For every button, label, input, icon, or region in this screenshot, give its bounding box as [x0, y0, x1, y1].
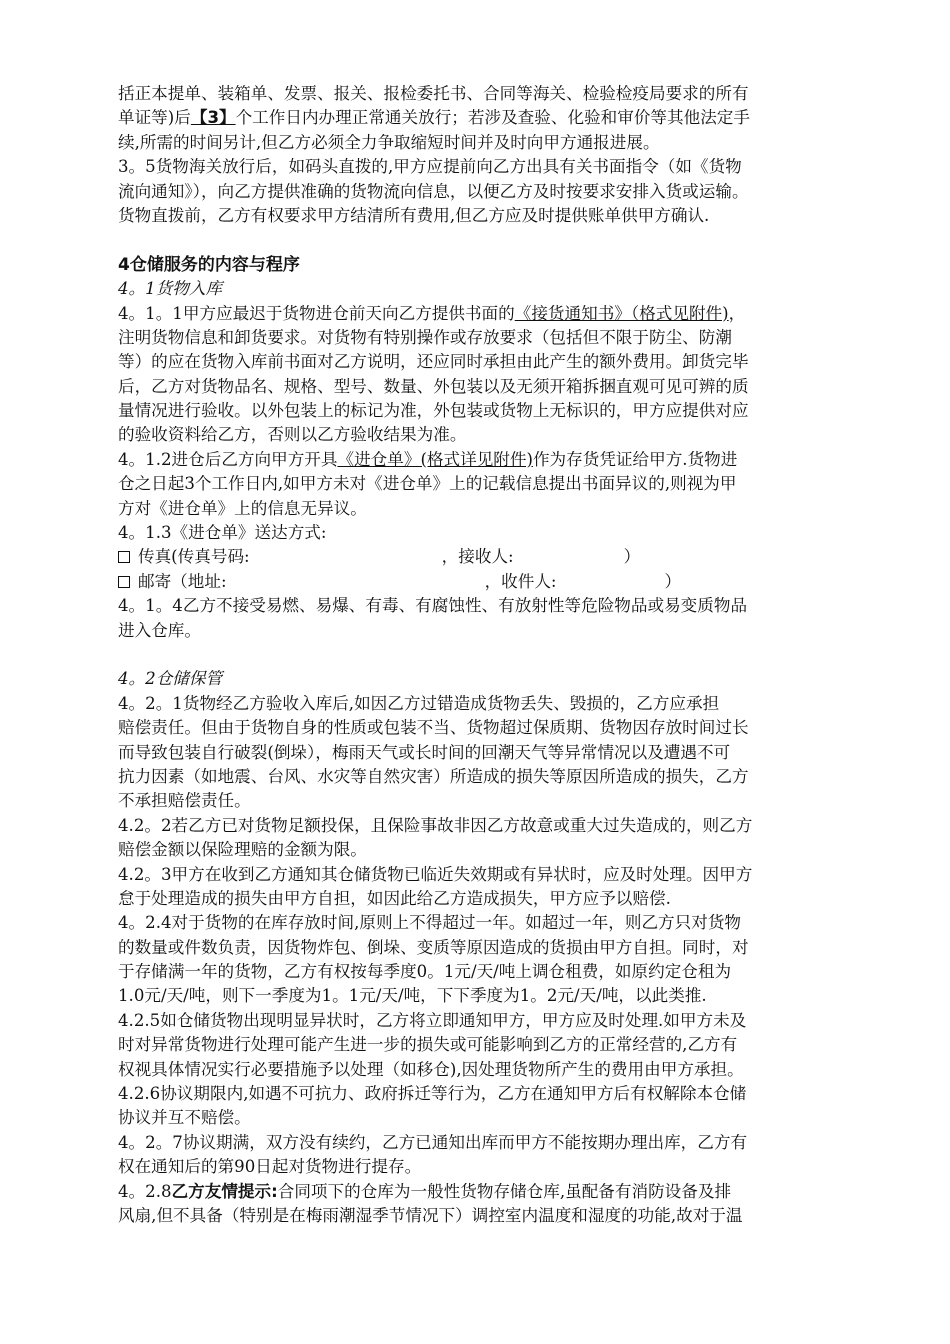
text-line: 风扇,但不具备（特别是在梅雨潮湿季节情况下）调控室内温度和湿度的功能,故对于温: [118, 1205, 743, 1225]
text-line: 括正本提单、装箱单、发票、报关、报检委托书、合同等海关、检验检疫局要求的所有: [118, 84, 749, 103]
text-line: 而导致包装自行破裂(倒垛），梅雨天气或长时间的回潮天气等异常情况以及遭遇不可: [118, 742, 731, 762]
text-line: 仓之日起3个工作日内,如甲方未对《进仓单》上的记载信息提出书面异议的,则视为甲: [118, 474, 737, 494]
text-line: 4.2.5如仓储货物出现明显异状时，乙方将立即通知甲方，甲方应及时处理.如甲方未及: [118, 1010, 747, 1030]
text-line: 权视具体情况实行必要措施予以处理（如移仓),因处理货物所产生的费用由甲方承担。: [118, 1059, 744, 1079]
text-span: ）: [623, 547, 641, 567]
text-line: 的验收资料给乙方，否则以乙方验收结果为准。: [118, 425, 467, 445]
text-line: [118, 448, 860, 472]
text-line: 等）的应在货物入库前书面对乙方说明，还应同时承担由此产生的额外费用。卸货完毕: [118, 352, 749, 372]
fax-checkbox[interactable]: [118, 551, 130, 563]
text-line: 4。1。4乙方不接受易燃、易爆、有毒、有腐蚀性、有放射性等危险物品或易变质物品: [118, 596, 748, 616]
text-line: 货物直拨前，乙方有权要求甲方结清所有费用,但乙方应及时提供账单供甲方确认.: [118, 205, 710, 225]
text-line: 进入仓库。: [118, 620, 201, 640]
text-line: 续,所需的时间另计,但乙方必须全力争取缩短时间并及时向甲方通报进展。: [118, 132, 660, 152]
text-line: 后，乙方对货物品名、规格、型号、数量、外包装以及无须开箱拆捆直观可见可辨的质: [118, 376, 749, 396]
text-line: 4。2。1货物经乙方验收入库后,如因乙方过错造成货物丢失、毁损的，乙方应承担: [118, 693, 720, 713]
section-heading: 4仓储服务的内容与程序: [118, 254, 300, 275]
text-line: 协议并互不赔偿。: [118, 1108, 251, 1128]
text-line: [118, 302, 860, 326]
spacer: [118, 228, 860, 252]
fax-option: [118, 545, 860, 569]
text-line: 赔偿责任。但由于货物自身的性质或包装不当、货物超过保质期、货物因存放时间过长: [118, 718, 749, 738]
text-line: 4。2。7协议期满，双方没有续约，乙方已通知出库而甲方不能按期办理出库，乙方有: [118, 1132, 748, 1152]
mail-option: [118, 570, 860, 594]
text-line: 量情况进行验收。以外包装上的标记为准，外包装或货物上无标识的，甲方应提供对应: [118, 401, 749, 421]
text-span: 合同项下的仓库为一般性货物存储仓库,虽配备有消防设备及排: [277, 1181, 732, 1201]
text-span: 4。1.2进仓后乙方向甲方开具: [118, 449, 338, 469]
document-page: [118, 82, 860, 1228]
text-line: 时对异常货物进行处理可能产生进一步的损失或可能影响到乙方的正常经营的,乙方有: [118, 1035, 738, 1055]
text-line: 4。1.3《进仓单》送达方式:: [118, 523, 327, 543]
text-span: ，接收人:: [441, 547, 514, 567]
text-span: 4。2.8: [118, 1181, 172, 1201]
text-line: 抗力因素（如地震、台风、水灾等自然灾害）所造成的损失等原因所造成的损失，乙方: [118, 766, 749, 786]
text-line: 于存储满一年的货物，乙方有权按每季度0。1元/天/吨上调仓租费，如原约定仓租为: [118, 962, 732, 982]
spacer: [118, 643, 860, 667]
text-span: 单证等)后: [118, 108, 191, 128]
text-line: 不承担赔偿责任。: [118, 791, 251, 811]
text-span: ，: [728, 303, 746, 323]
text-line: 4。2.4对于货物的在库存放时间,原则上不得超过一年。如超过一年，则乙方只对货物: [118, 913, 742, 933]
text-span: 4。1。1甲方应最迟于货物进仓前天向乙方提供书面的: [118, 303, 515, 323]
text-line: [118, 1180, 860, 1204]
subsection-heading: 4。1货物入库: [118, 279, 223, 299]
text-span: 个工作日内办理正常通关放行；若涉及查验、化验和审价等其他法定手: [235, 108, 750, 128]
text-span: 作为存货凭证给甲方.货物进: [532, 449, 738, 469]
text-line: 怠于处理造成的损失由甲方自担，如因此给乙方造成损失，甲方应予以赔偿.: [118, 888, 671, 908]
text-line: 4.2。3甲方在收到乙方通知其仓储货物已临近失效期或有异状时，应及时处理。因甲方: [118, 864, 753, 884]
text-span: ，收件人:: [484, 571, 557, 591]
text-span: 传真(传真号码:: [138, 547, 250, 567]
mail-checkbox[interactable]: [118, 576, 130, 588]
text-line: 的数量或件数负责，因货物炸包、倒垛、变质等原因造成的货损由甲方自担。同时，对: [118, 937, 749, 957]
text-line: 3。5货物海关放行后，如码头直拨的,甲方应提前向乙方出具有关书面指令（如《货物: [118, 157, 742, 177]
text-line: 权在通知后的第90日起对货物进行提存。: [118, 1157, 422, 1177]
text-line: 注明货物信息和卸货要求。对货物有特别操作或存放要求（包括但不限于防尘、防潮: [118, 327, 732, 347]
underlined-number: 【3】: [190, 108, 236, 128]
text-line: 赔偿金额以保险理赔的金额为限。: [118, 840, 367, 860]
text-line: [118, 106, 860, 130]
form-reference-link: 《进仓单》(格式详见附件): [337, 449, 533, 469]
text-span: 邮寄（地址:: [138, 571, 227, 591]
text-line: 4.2。2若乙方已对货物足额投保，且保险事故非因乙方故意或重大过失造成的，则乙方: [118, 815, 753, 835]
text-line: 4.2.6协议期限内,如遇不可抗力、政府拆迁等行为，乙方在通知甲方后有权解除本仓储: [118, 1084, 747, 1104]
text-line: 1.0元/天/吨，则下一季度为1。1元/天/吨，下下季度为1。2元/天/吨，以此类推.: [118, 986, 707, 1006]
text-line: 流向通知》），向乙方提供准确的货物流向信息，以便乙方及时按要求安排入货或运输。: [118, 181, 749, 201]
subsection-heading: 4。2仓储保管: [118, 669, 223, 689]
form-reference-link: 《接货通知书》（格式见附件): [514, 303, 729, 323]
reminder-label: 乙方友情提示:: [171, 1181, 278, 1201]
text-span: ）: [664, 571, 682, 591]
text-line: 方对《进仓单》上的信息无异议。: [118, 498, 367, 518]
